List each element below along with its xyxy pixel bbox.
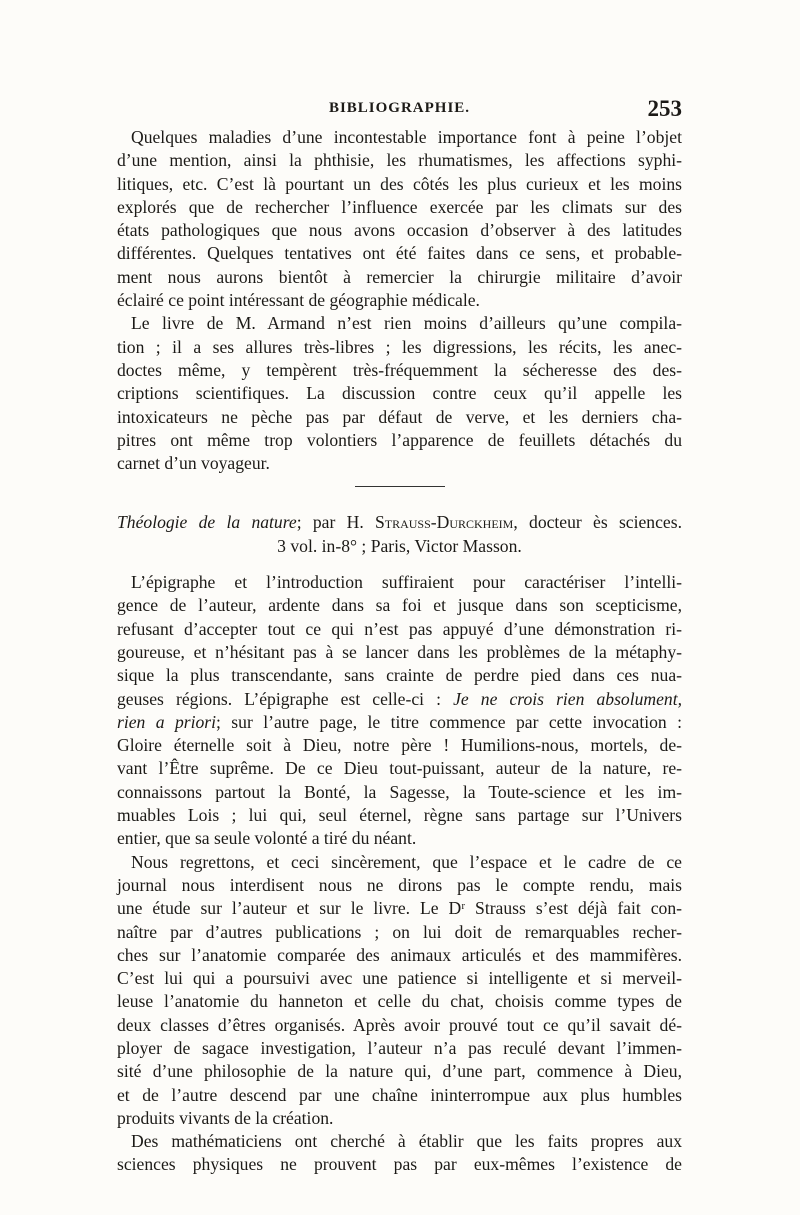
text-line: criptions scientifiques. La discussion contre ceux qu’il appelle les <box>117 383 682 404</box>
text-line: sité d’une philosophie de la nature qui, d’une part, commence à Dieu, <box>117 1061 682 1082</box>
text-line: ployer de sagace investigation, l’auteur n’a pas reculé devant l’immen- <box>117 1037 682 1058</box>
text-line: naître par d’autres publications ; on lui doit de remarquables recher- <box>117 921 682 942</box>
text-line: connaissons partout la Bonté, la Sagesse, la Toute-science et les im- <box>117 781 682 802</box>
text-line: vant l’Être suprême. De ce Dieu tout-puissant, auteur de la nature, re- <box>117 758 682 779</box>
review-heading <box>117 511 682 558</box>
text-line: gence de l’auteur, ardente dans sa foi et jusque dans son scepticisme, <box>117 595 682 616</box>
paragraph-5 <box>117 1130 682 1177</box>
book-title: Théologie de la nature <box>117 512 297 533</box>
section-divider <box>355 486 445 487</box>
epigraph-text: rien a priori <box>117 711 217 732</box>
text-line: d’une mention, ainsi la phthisie, les rhumatismes, les affections syphi- <box>117 150 682 171</box>
text-line: intoxicateurs ne pèche pas par défaut de verve, et les derniers cha- <box>117 406 682 427</box>
body-text <box>117 126 682 1177</box>
paragraph-1 <box>117 126 682 312</box>
text-line: éclairé ce point intéressant de géographie médicale. <box>117 290 480 311</box>
paragraph-4 <box>117 851 682 1131</box>
page-number: 253 <box>647 96 682 121</box>
text-line: carnet d’un voyageur. <box>117 453 270 474</box>
text-line: produits vivants de la création. <box>117 1107 334 1128</box>
text-line: sciences physiques ne prouvent pas par eux-mêmes l’existence de <box>117 1154 682 1175</box>
text-line: doctes même, y tempèrent très-fréquemment la sécheresse des des- <box>117 359 682 380</box>
text-line: ment nous aurons bientôt à remercier la chirurgie militaire d’avoir <box>117 266 682 287</box>
text-line: journal nous interdisent nous ne dirons pas le compte rendu, mais <box>117 874 682 895</box>
epigraph-text: Je ne crois rien absolument, <box>453 688 683 709</box>
review-heading-line <box>117 511 682 534</box>
text-line: Nous regrettons, et ceci sincèrement, que l’espace et le cadre de ce <box>131 851 682 872</box>
author-credentials: , docteur ès sciences. <box>513 512 682 533</box>
text-line: L’épigraphe et l’introduction suffiraient pour caractériser l’intelli- <box>131 572 682 593</box>
text-line: deux classes d’êtres organisés. Après avoir prouvé tout ce qu’il savait dé- <box>117 1014 682 1035</box>
paragraph-3 <box>117 571 682 851</box>
text-line: Quelques maladies d’une incontestable importance font à peine l’objet <box>131 127 682 147</box>
text-line: muables Lois ; lui qui, seul éternel, règne sans partage sur l’Univers <box>117 805 682 826</box>
text-line: Gloire éternelle soit à Dieu, notre père ! Humilions-nous, mortels, de- <box>117 735 682 756</box>
text-line: et de l’autre descend par une chaîne ininterrompue aux plus humbles <box>117 1084 682 1105</box>
text-line: sique la plus transcendante, sans crainte de perdre pied dans ces nua- <box>117 665 682 686</box>
text-line: entier, que sa seule volonté a tiré du néant. <box>117 828 417 849</box>
publication-info: 3 vol. in-8° ; Paris, Victor Masson. <box>277 535 522 556</box>
paragraph-2 <box>117 312 682 475</box>
text-line: ches sur l’anatomie comparée des animaux articulés et des mammifères. <box>117 944 682 965</box>
running-title: BIBLIOGRAPHIE. <box>328 100 471 116</box>
text-line: refusant d’accepter tout ce qui n’est pas appuyé d’une démonstration ri- <box>117 618 682 639</box>
text-line: une étude sur l’auteur et sur le livre. Le Dʳ Strauss s’est déjà fait con- <box>117 898 682 919</box>
text-line: leuse l’anatomie du hanneton et celle du chat, choisis comme types de <box>117 991 682 1012</box>
text-line: tion ; il a ses allures très-libres ; les digressions, les récits, les anec- <box>117 336 682 357</box>
text-line: C’est lui qui a poursuivi avec une patience si intelligente et si merveil- <box>117 968 682 989</box>
review-by: ; par H. <box>296 512 364 533</box>
text-line-part: geuses régions. L’épigraphe est celle-ci : <box>117 688 454 709</box>
text-line: états pathologiques que nous avons occasion d’observer à des latitudes <box>117 220 682 241</box>
text-line: pitres ont même trop volontiers l’apparence de feuillets détachés du <box>117 429 682 450</box>
text-line <box>117 711 682 734</box>
book-author: Strauss-Durckheim <box>374 512 514 533</box>
text-line: différentes. Quelques tentatives ont été faites dans ce sens, et probable- <box>117 243 682 264</box>
text-line: goureuse, et n’hésitant pas à se lancer dans les problèmes de la métaphy- <box>117 641 682 662</box>
text-line: Des mathématiciens ont cherché à établir que les faits propres aux <box>131 1131 682 1152</box>
text-line <box>117 688 682 711</box>
page-header <box>117 96 682 120</box>
text-line-part: ; sur l’autre page, le titre commence par cette invocation : <box>216 711 682 732</box>
text-line: litiques, etc. C’est là pourtant un des côtés les plus curieux et les moins <box>117 173 682 194</box>
text-line: explorés que de rechercher l’influence exercée par les climats sur des <box>117 196 682 217</box>
text-line: Le livre de M. Armand n’est rien moins d’ailleurs qu’une compila- <box>131 313 682 334</box>
